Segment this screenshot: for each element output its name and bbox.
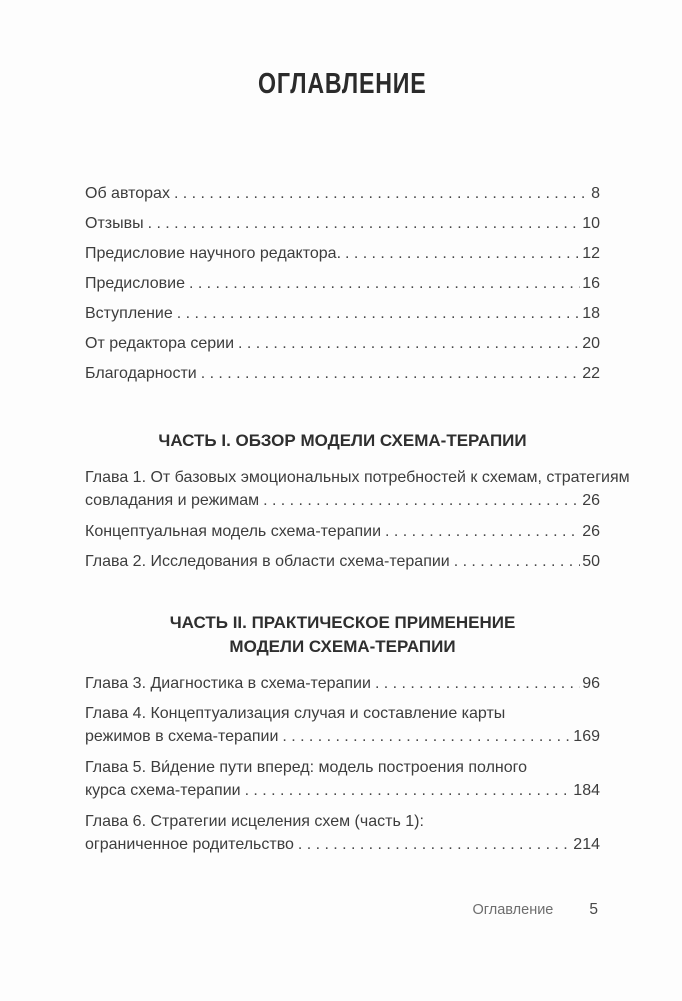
toc-label-line2: совладания и режимам xyxy=(85,492,260,509)
toc-row xyxy=(85,332,600,355)
part2-heading-line1: ЧАСТЬ II. ПРАКТИЧЕСКОЕ ПРИМЕНЕНИЕ xyxy=(169,613,516,632)
part1-heading: ЧАСТЬ I. ОБЗОР МОДЕЛИ СХЕМА-ТЕРАПИИ xyxy=(158,431,527,450)
dot-leader xyxy=(177,302,580,325)
front-matter-list xyxy=(85,182,600,385)
part2-heading-line2: МОДЕЛИ СХЕМА-ТЕРАПИИ xyxy=(229,637,456,656)
footer-page-number: 5 xyxy=(589,901,598,918)
part2-entries xyxy=(85,672,600,856)
toc-label-line1: Глава 1. От базовых эмоциональных потребностей к схемам, стратегиям xyxy=(85,469,630,486)
toc-page-number: 22 xyxy=(582,365,600,382)
part2-heading xyxy=(85,611,600,659)
page-title xyxy=(85,66,600,98)
toc-label-line1: Глава 4. Концептуализация случая и составление карты xyxy=(85,705,506,722)
dot-leader xyxy=(238,332,580,355)
dot-leader xyxy=(454,550,580,573)
toc-page-number: 8 xyxy=(591,185,600,202)
dot-leader xyxy=(201,362,580,385)
toc-row xyxy=(85,520,600,543)
toc-page-number: 18 xyxy=(582,305,600,322)
page-title-text: ОГЛАВЛЕНИЕ xyxy=(258,68,427,100)
toc-row xyxy=(85,272,600,295)
toc-row xyxy=(85,212,600,235)
dot-leader xyxy=(263,489,580,512)
toc-page-number: 50 xyxy=(582,553,600,570)
toc-entry xyxy=(85,702,600,748)
toc-page-number: 26 xyxy=(582,492,600,509)
toc-label: Предисловие xyxy=(85,275,185,292)
toc-label: Предисловие научного редактора. xyxy=(85,245,342,262)
toc-row xyxy=(85,242,600,265)
toc-entry xyxy=(85,810,600,856)
toc-label: Глава 2. Исследования в области схема-терапии xyxy=(85,553,450,570)
toc-page-number: 16 xyxy=(582,275,600,292)
toc-page-number: 10 xyxy=(582,215,600,232)
footer-section-label: Оглавление xyxy=(472,902,554,918)
toc-page-number: 20 xyxy=(582,335,600,352)
toc-label: Вступление xyxy=(85,305,173,322)
toc-entry xyxy=(85,756,600,802)
toc-page-number: 184 xyxy=(573,782,600,799)
toc-row xyxy=(85,362,600,385)
toc-label-line1: Глава 6. Стратегии исцеления схем (часть 1): xyxy=(85,813,424,830)
dot-leader xyxy=(174,182,589,205)
toc-label: Благодарности xyxy=(85,365,197,382)
dot-leader xyxy=(375,672,580,695)
toc-page-number: 214 xyxy=(573,836,600,853)
dot-leader xyxy=(245,779,572,802)
page-footer xyxy=(473,901,598,919)
dot-leader xyxy=(345,242,580,265)
toc-label: Отзывы xyxy=(85,215,144,232)
toc-row xyxy=(85,672,600,695)
toc-label-line2: курса схема-терапии xyxy=(85,782,241,799)
dot-leader xyxy=(282,725,571,748)
toc-row xyxy=(85,550,600,573)
dot-leader xyxy=(298,833,571,856)
dot-leader xyxy=(385,520,580,543)
toc-page-number: 96 xyxy=(582,675,600,692)
toc-label-line1: Глава 5. Ви́дение пути вперед: модель построения полного xyxy=(85,759,528,776)
toc-label-line2: режимов в схема-терапии xyxy=(85,728,279,745)
toc-label: Концептуальная модель схема-терапии xyxy=(85,523,382,540)
toc-page-number: 12 xyxy=(582,245,600,262)
toc-label: Глава 3. Диагностика в схема-терапии xyxy=(85,675,371,692)
toc-page-number: 169 xyxy=(573,728,600,745)
toc-entry xyxy=(85,466,630,512)
toc-page-number: 26 xyxy=(582,523,600,540)
toc-label-line2: ограниченное родительство xyxy=(85,836,294,853)
toc-label: Об авторах xyxy=(85,185,170,202)
part1-entries xyxy=(85,466,630,573)
dot-leader xyxy=(148,212,581,235)
toc-row xyxy=(85,302,600,325)
dot-leader xyxy=(189,272,580,295)
toc-label: От редактора серии xyxy=(85,335,235,352)
toc-row xyxy=(85,182,600,205)
